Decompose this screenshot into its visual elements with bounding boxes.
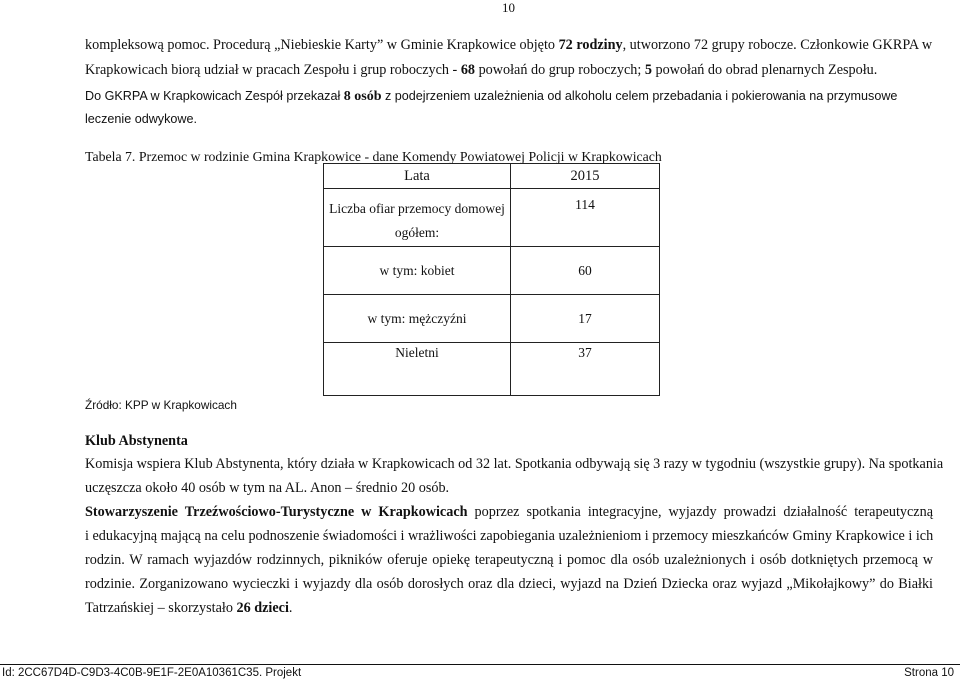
footer-divider xyxy=(0,664,960,665)
table-cell-value: 37 xyxy=(511,343,660,396)
paragraph-line: leczenie odwykowe. xyxy=(85,112,198,126)
paragraph-line: Krapkowicach biorą udział w pracach Zespołu i grup roboczych - 68 powołań do grup roboczych; 5 powołań do obrad plenarnych Zespołu. xyxy=(85,62,878,78)
table-cell-value: 114 xyxy=(511,189,660,247)
table-row-label: w tym: mężczyźni xyxy=(324,295,511,343)
paragraph-line: rodzin. W ramach wyjazdów rodzinnych, pikników oferuje opiekę terapeutyczną i pomoc dla osób uzależnionych i osób dotkniętych przemocą w xyxy=(85,552,933,568)
table-header-label: Lata xyxy=(324,164,511,189)
paragraph-line: kompleksową pomoc. Procedurą „Niebieskie Karty” w Gminie Krapkowice objęto 72 rodziny, utworzono 72 grupy robocze. Członkowie GKRPA w xyxy=(85,37,933,53)
table-cell-value: 60 xyxy=(511,247,660,295)
paragraph-line: Stowarzyszenie Trzeźwościowo-Turystyczne w Krapkowicach poprzez spotkania integracyjne, wyjazdy prowadzi działalność terapeutyczną xyxy=(85,504,933,520)
paragraph-line: uczęszcza około 40 osób w tym na AL. Anon – średnio 20 osób. xyxy=(85,480,450,496)
table-row-label: Liczba ofiar przemocy domowej ogółem: xyxy=(324,189,511,247)
paragraph-line: Do GKRPA w Krapkowicach Zespół przekazał 8 osób z podejrzeniem uzależnienia od alkoholu celem przebadania i pokierowania na przymusowe xyxy=(85,89,898,104)
table-caption: Tabela 7. Przemoc w rodzinie Gmina Krapkowice - dane Komendy Powiatowej Policji w Krapkowicach xyxy=(85,149,662,164)
table-row-label: Nieletni xyxy=(324,343,511,396)
table-source: Źródło: KPP w Krapkowicach xyxy=(85,398,237,412)
page-number: 10 xyxy=(502,0,515,15)
section-heading: Klub Abstynenta xyxy=(85,433,188,449)
table-cell-value: 17 xyxy=(511,295,660,343)
table-row-label: w tym: kobiet xyxy=(324,247,511,295)
paragraph-line: rodzinie. Zorganizowano wycieczki i wyjazdy dla osób dorosłych oraz dla dzieci, wyjazd na Dzień Dziecka oraz wyjazd „Mikołajkowy” do Białki xyxy=(85,576,933,592)
paragraph-line: i edukacyjną mającą na celu podnoszenie świadomości i wrażliwości zapobiegania uzależnieniom i przemocy mieszkańców Gminy Krapkowice i ich xyxy=(85,528,934,544)
table-header-year: 2015 xyxy=(511,164,660,189)
paragraph-line: Komisja wspiera Klub Abstynenta, który działa w Krapkowicach od 32 lat. Spotkania odbywają się 3 razy w tygodniu (wszystkie grupy). Na spotkania xyxy=(85,456,944,472)
footer-page: Strona 10 xyxy=(904,667,954,679)
data-table xyxy=(323,163,660,396)
paragraph-line: Tatrzańskiej – skorzystało 26 dzieci. xyxy=(85,600,293,616)
footer-id: Id: 2CC67D4D-C9D3-4C0B-9E1F-2E0A10361C35. Projekt xyxy=(2,667,302,679)
